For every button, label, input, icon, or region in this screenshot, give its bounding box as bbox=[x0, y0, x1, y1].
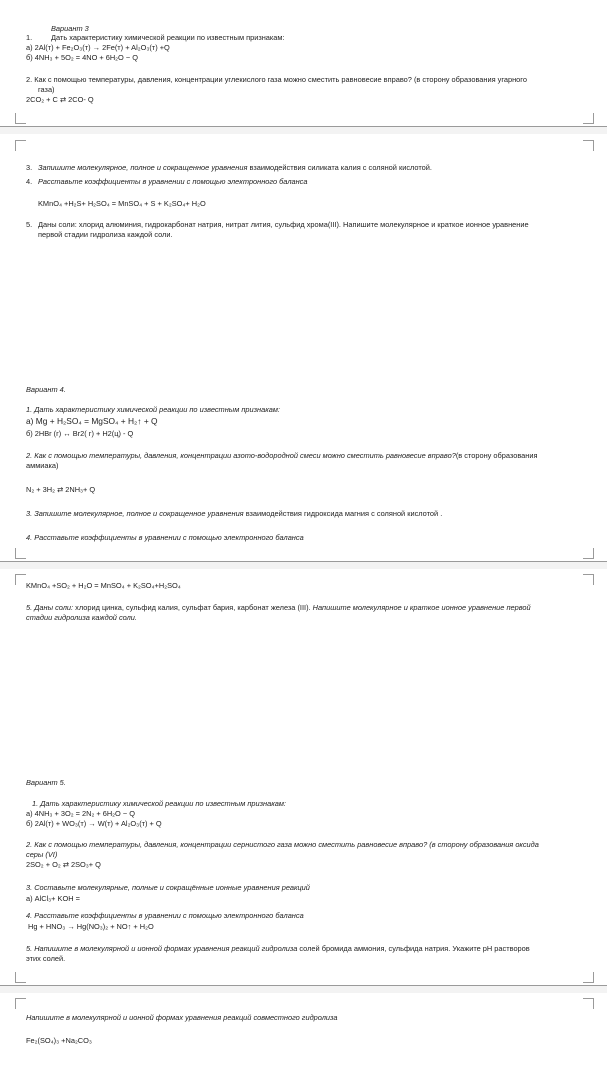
page-gap bbox=[0, 985, 607, 993]
v4-q1: 1. Дать характеристику химической реакции по известным признакам: bbox=[26, 405, 280, 414]
variant-3-title: Вариант 3 bbox=[51, 24, 89, 33]
v4-q2-equation: N₂ + 3H₂ ⇄ 2NH₃+ Q bbox=[26, 485, 96, 494]
page-corner bbox=[15, 140, 26, 151]
v5-q2-line1: 2. Как с помощью температуры, давления, концентрации сернистого газа можно сместить равновесие вправо? (в сторону образования оксида bbox=[26, 840, 539, 849]
page-corner bbox=[583, 998, 594, 1009]
v3-q1-number: 1. bbox=[26, 33, 33, 42]
v5-q2-line2: серы (VI) bbox=[26, 850, 58, 859]
v3-q5-number: 5. bbox=[26, 220, 33, 229]
page-separator bbox=[0, 126, 607, 127]
v5-q5-italic: 5. Напишите в молекулярной и ионной формах уравнения реакций гидролиза bbox=[26, 944, 298, 953]
v5-q3-a: а) AlCl₃+ KOH = bbox=[26, 894, 80, 903]
v3-q1-text: Дать характеристику химической реакции по известным признакам: bbox=[51, 33, 285, 42]
v5-q6-equation: Fe₂(SO₄)₃ +Na₂CO₃ bbox=[26, 1036, 92, 1045]
v5-q1-b: б) 2Al(т) + WO₃(т) → W(т) + Al₂O₃(т) + Q bbox=[26, 819, 162, 828]
v4-q5-line2: стадии гидролиза каждой соли. bbox=[26, 613, 137, 622]
variant-4-title: Вариант 4. bbox=[26, 385, 66, 394]
v3-q5-line2: первой стадии гидролиза каждой соли. bbox=[38, 230, 173, 239]
v5-q5 bbox=[26, 944, 530, 953]
v4-q2-line2: аммиака) bbox=[26, 461, 59, 470]
v3-q2-line2: газа) bbox=[38, 85, 55, 94]
v3-q3-italic: Запишите молекулярное, полное и сокращенное уравнения bbox=[38, 163, 248, 172]
v5-q4-equation: Hg + HNO₃ → Hg(NO₃)₂ + NO↑ + H₂O bbox=[28, 922, 154, 931]
v3-q5-line1: Даны соли: хлорид алюминия, гидрокарбонат натрия, нитрат лития, сульфид хрома(III). Напишите молекулярное и краткое ионное уравнение bbox=[38, 220, 529, 229]
v3-q3-rest: взаимодействия силиката калия с соляной кислотой. bbox=[249, 163, 432, 172]
v3-q3 bbox=[38, 163, 432, 172]
page-corner bbox=[15, 574, 26, 585]
v5-q2-equation: 2SO₂ + O₂ ⇄ 2SO₃+ Q bbox=[26, 860, 101, 869]
page-corner bbox=[583, 972, 594, 983]
v3-q4-equation: KMnO₄ +H₂S+ H₂SO₄ = MnSO₄ + S + K₂SO₄+ H₂O bbox=[38, 199, 206, 208]
page-gap bbox=[0, 561, 607, 569]
v4-q5 bbox=[26, 603, 531, 612]
page-corner bbox=[583, 140, 594, 151]
page-gap bbox=[0, 126, 607, 134]
page-separator bbox=[0, 985, 607, 986]
v3-q1-b: б) 4NH₃ + 5O₂ = 4NO + 6H₂O − Q bbox=[26, 53, 138, 62]
page-corner bbox=[583, 548, 594, 559]
v4-q3-italic: 3. Запишите молекулярное, полное и сокращенное уравнения bbox=[26, 509, 244, 518]
v3-q2-equation: 2CO₂ + C ⇄ 2CO- Q bbox=[26, 95, 94, 104]
v5-q5-rest: солей бромида аммония, сульфида натрия. Укажите pH растворов bbox=[299, 944, 530, 953]
v4-q5-mid: хлорид цинка, сульфид калия, сульфат бария, карбонат железа (III). bbox=[75, 603, 311, 612]
page-corner bbox=[15, 548, 26, 559]
page-corner bbox=[583, 113, 594, 124]
page-corner bbox=[15, 998, 26, 1009]
v3-q1-a: а) 2Al(т) + Fe₂O₃(т) → 2Fe(т) + Al₂O₃(т) +Q bbox=[26, 43, 170, 52]
v3-q2-line1: 2. Как с помощью температуры, давления, концентрации углекислого газа можно сместить равновесие вправо? (в сторону образования угарного bbox=[26, 75, 527, 84]
page-corner bbox=[15, 972, 26, 983]
v4-q3 bbox=[26, 509, 442, 518]
variant-5-title: Вариант 5. bbox=[26, 778, 66, 787]
v3-q4-number: 4. bbox=[26, 177, 33, 186]
v4-q2-rest: (в сторону образования bbox=[455, 451, 538, 460]
v5-q3: 3. Составьте молекулярные, полные и сокращённые ионные уравнения реакций bbox=[26, 883, 310, 892]
page-corner bbox=[583, 574, 594, 585]
v4-q5-italic: 5. Даны соли: bbox=[26, 603, 74, 612]
page-corner bbox=[15, 113, 26, 124]
v4-q2-italic: 2. Как с помощью температуры, давления, концентрации азото-водородной смеси можно сместить равновесие вправо? bbox=[26, 451, 456, 460]
v5-q1-a: а) 4NH₃ + 3O₂ = 2N₂ + 6H₂O − Q bbox=[26, 809, 135, 818]
v4-q2 bbox=[26, 451, 538, 460]
v4-q1-a: а) Mg + H₂SO₄ = MgSO₄ + H₂↑ + Q bbox=[26, 416, 158, 426]
v5-q1: 1. Дать характеристику химической реакции по известным признакам: bbox=[32, 799, 286, 808]
v4-q4-equation: KMnO₄ +SO₂ + H₂O = MnSO₄ + K₂SO₄+H₂SO₄ bbox=[26, 581, 181, 590]
v4-q1-b: б) 2HBr (г) ↔ Br2( г) + H2(ц) - Q bbox=[26, 429, 134, 438]
v4-q3-rest: взаимодействия гидроксида магния с соляной кислотой . bbox=[245, 509, 443, 518]
v5-q6: Напишите в молекулярной и ионной формах уравнения реакций совместного гидролиза bbox=[26, 1013, 338, 1022]
v4-q4: 4. Расставьте коэффициенты в уравнении с помощью электронного баланса bbox=[26, 533, 304, 542]
v3-q4-italic: Расставьте коэффициенты в уравнении с помощью электронного баланса bbox=[38, 177, 308, 186]
v5-q5-line2: этих солей. bbox=[26, 954, 66, 963]
v5-q4: 4. Расставьте коэффициенты в уравнении с помощью электронного баланса bbox=[26, 911, 304, 920]
page-separator bbox=[0, 561, 607, 562]
v4-q5-italic2: Напишите молекулярное и краткое ионное уравнение первой bbox=[312, 603, 531, 612]
v3-q3-number: 3. bbox=[26, 163, 33, 172]
